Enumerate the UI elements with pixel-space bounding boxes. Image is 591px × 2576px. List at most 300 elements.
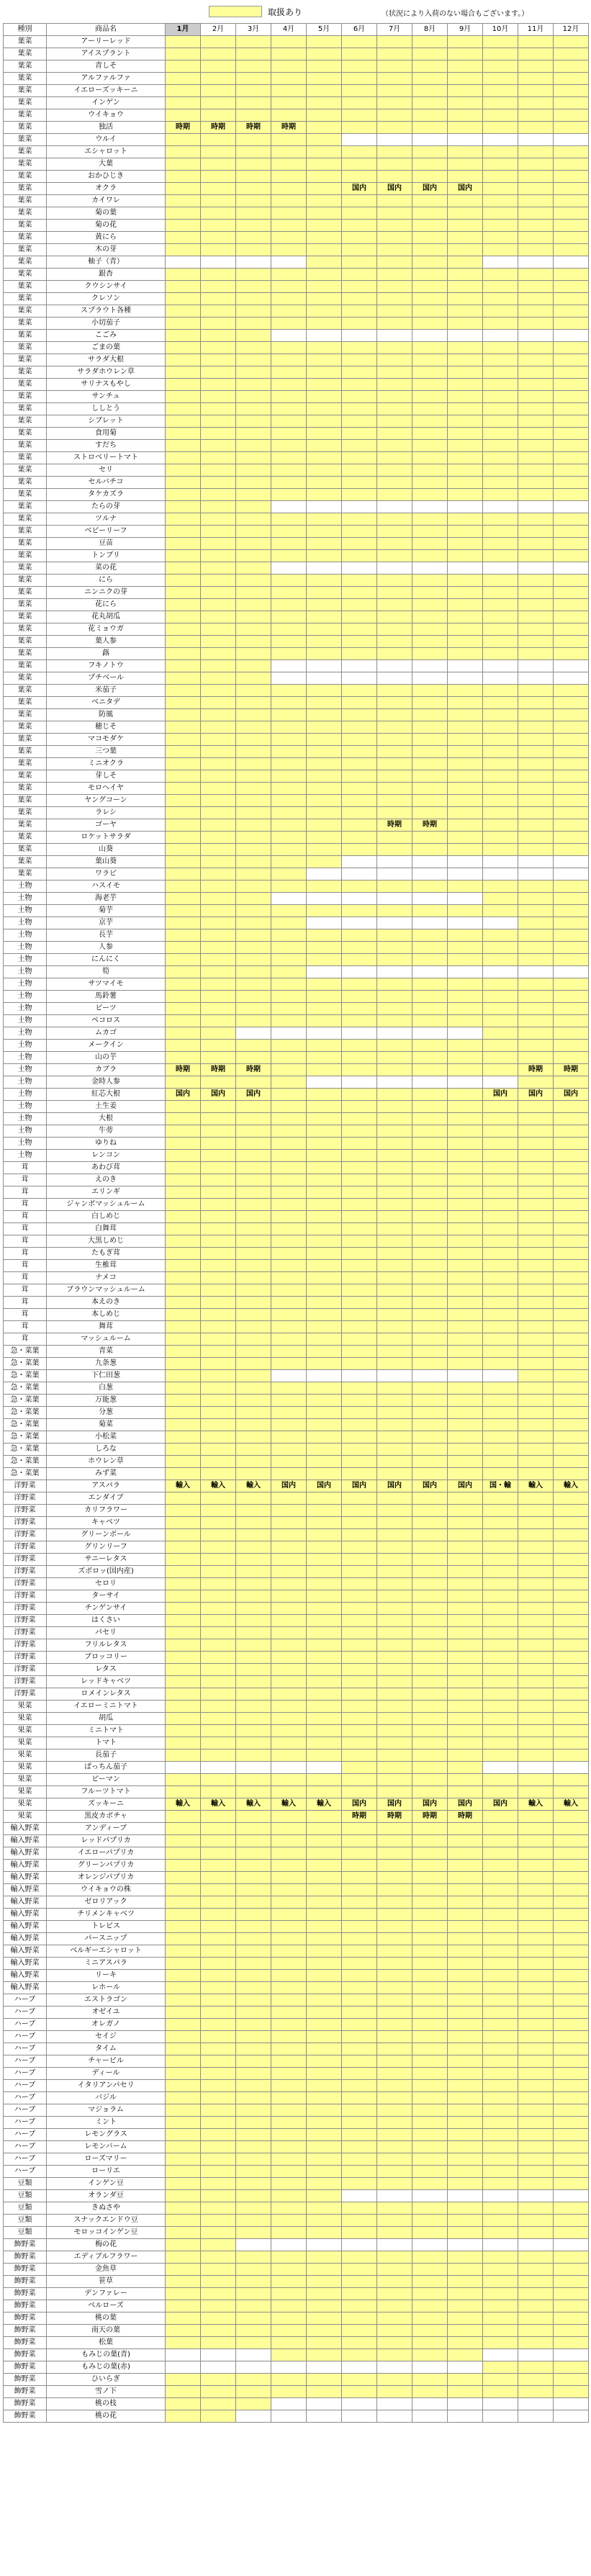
month-cell: [236, 599, 271, 611]
row-product-name: 菊の花: [47, 220, 166, 232]
month-cell: [271, 1186, 307, 1199]
month-cell: [554, 2031, 589, 2043]
month-cell: [483, 293, 518, 305]
row-category: 輸入野菜: [4, 1847, 47, 1860]
month-cell: [554, 1284, 589, 1297]
month-cell: [307, 2117, 342, 2129]
month-cell: [518, 1468, 554, 1480]
month-cell: [236, 1627, 271, 1639]
table-row: [4, 1884, 589, 1896]
month-cell: [483, 1749, 518, 1762]
month-cell: [166, 2349, 201, 2361]
month-cell: [412, 2227, 448, 2239]
month-cell: [377, 2374, 412, 2386]
row-category: 葉菜: [4, 220, 47, 232]
month-cell: [554, 1358, 589, 1370]
month-cell: [201, 2349, 236, 2361]
table-row: [4, 2312, 589, 2325]
month-cell: [307, 97, 342, 109]
row-product-name: 木の芽: [47, 244, 166, 256]
table-row: [4, 2361, 589, 2374]
row-category: 土物: [4, 905, 47, 917]
row-product-name: 土生姜: [47, 1101, 166, 1113]
month-cell: [518, 158, 554, 171]
row-category: 急・菜葉: [4, 1346, 47, 1358]
month-cell: [377, 1284, 412, 1297]
month-cell: [342, 232, 377, 244]
row-category: 飾野菜: [4, 2288, 47, 2300]
month-cell: [377, 1052, 412, 1064]
month-cell: [518, 1382, 554, 1395]
month-cell: [166, 171, 201, 183]
month-cell: [271, 428, 307, 440]
row-product-name: きぬさや: [47, 2202, 166, 2215]
month-cell: [307, 881, 342, 893]
month-cell: [483, 587, 518, 599]
month-cell: [554, 342, 589, 354]
month-cell: [166, 1652, 201, 1664]
month-cell: [236, 1113, 271, 1125]
month-cell: [201, 746, 236, 758]
month-cell: [448, 1186, 483, 1199]
table-row: [4, 1541, 589, 1554]
month-cell: [307, 2349, 342, 2361]
month-cell: [448, 244, 483, 256]
month-cell: [412, 1382, 448, 1395]
month-cell: [377, 1639, 412, 1652]
month-cell: [201, 1909, 236, 1921]
row-category: 葉菜: [4, 305, 47, 318]
month-cell: [448, 1260, 483, 1272]
month-cell: [307, 2153, 342, 2166]
row-category: 葉菜: [4, 97, 47, 109]
month-cell: [236, 2104, 271, 2117]
month-cell: [307, 391, 342, 403]
month-cell: [342, 489, 377, 501]
month-cell: [412, 893, 448, 905]
month-cell: [448, 1884, 483, 1896]
month-cell: [518, 2227, 554, 2239]
month-cell: [377, 1847, 412, 1860]
month-cell: [307, 1260, 342, 1272]
month-cell: [448, 746, 483, 758]
table-row: [4, 1970, 589, 1982]
row-product-name: ひいらぎ: [47, 2374, 166, 2386]
month-cell: [271, 1590, 307, 1603]
month-cell: [448, 1419, 483, 1431]
month-cell: [448, 2386, 483, 2398]
month-cell: [518, 2312, 554, 2325]
row-product-name: たもぎ茸: [47, 1248, 166, 1260]
row-product-name: 白舞茸: [47, 1223, 166, 1235]
table-row: [4, 1113, 589, 1125]
table-row: [4, 893, 589, 905]
month-cell: [342, 881, 377, 893]
month-cell: [307, 1431, 342, 1444]
month-cell: [307, 1627, 342, 1639]
month-cell: [554, 795, 589, 807]
row-product-name: フキノトウ: [47, 660, 166, 672]
month-cell: [377, 697, 412, 709]
table-row: [4, 2276, 589, 2288]
month-cell: [483, 1150, 518, 1162]
month-cell: [342, 452, 377, 464]
month-cell: [201, 220, 236, 232]
month-cell: [554, 611, 589, 623]
table-row: [4, 1578, 589, 1590]
month-cell: [448, 97, 483, 109]
month-cell: [307, 1248, 342, 1260]
month-cell: [166, 1578, 201, 1590]
month-cell: [342, 1248, 377, 1260]
month-cell: [271, 929, 307, 942]
row-product-name: マジョラム: [47, 2104, 166, 2117]
month-cell: [377, 819, 412, 832]
month-cell: [236, 1688, 271, 1701]
month-cell: [342, 929, 377, 942]
month-cell: [518, 2410, 554, 2423]
row-product-name: サリナスもやし: [47, 379, 166, 391]
month-cell: [307, 1639, 342, 1652]
row-product-name: エストラゴン: [47, 1994, 166, 2007]
month-cell: [448, 428, 483, 440]
row-product-name: 本えのき: [47, 1297, 166, 1309]
month-cell: [201, 587, 236, 599]
month-cell: [342, 660, 377, 672]
row-product-name: アルファルファ: [47, 73, 166, 85]
table-row: [4, 1260, 589, 1272]
row-product-name: 柚子（青）: [47, 256, 166, 269]
month-cell: [377, 1529, 412, 1541]
month-cell: [166, 893, 201, 905]
month-cell: [166, 721, 201, 734]
month-cell: [554, 489, 589, 501]
row-product-name: 小松菜: [47, 1431, 166, 1444]
row-category: 輸入野菜: [4, 1823, 47, 1835]
table-row: [4, 721, 589, 734]
month-cell: [166, 1150, 201, 1162]
row-product-name: 菜の花: [47, 562, 166, 575]
month-cell: [271, 1162, 307, 1174]
month-cell: [201, 2068, 236, 2080]
month-cell: [236, 2055, 271, 2068]
month-cell: [271, 1199, 307, 1211]
month-cell: [377, 1395, 412, 1407]
month-cell: [307, 1076, 342, 1089]
month-cell: [342, 807, 377, 819]
month-cell: [412, 1517, 448, 1529]
month-cell: [483, 1774, 518, 1786]
month-cell: [342, 171, 377, 183]
month-cell: [412, 195, 448, 207]
month-cell: [377, 2190, 412, 2202]
table-row: [4, 1248, 589, 1260]
month-cell: [271, 1688, 307, 1701]
month-cell: [236, 1284, 271, 1297]
table-row: [4, 2190, 589, 2202]
month-cell: [448, 232, 483, 244]
month-cell: [554, 2129, 589, 2141]
table-row: [4, 1688, 589, 1701]
month-cell: [236, 220, 271, 232]
month-cell: [377, 1909, 412, 1921]
month-cell: [518, 1321, 554, 1333]
month-cell: [412, 2398, 448, 2410]
month-cell: [166, 1896, 201, 1909]
row-category: 葉菜: [4, 538, 47, 550]
month-cell: [236, 2153, 271, 2166]
month-cell: [483, 1101, 518, 1113]
month-cell: [271, 220, 307, 232]
row-product-name: ベビーリーフ: [47, 526, 166, 538]
month-cell: [448, 966, 483, 978]
month-cell: [448, 1603, 483, 1615]
month-cell: [554, 1909, 589, 1921]
month-cell: [271, 1113, 307, 1125]
month-cell: [307, 1027, 342, 1040]
month-cell: [412, 2239, 448, 2251]
row-category: ハーブ: [4, 2019, 47, 2031]
month-cell: [518, 2374, 554, 2386]
month-cell: [412, 1541, 448, 1554]
month-cell: [412, 1125, 448, 1138]
row-category: 茸: [4, 1297, 47, 1309]
month-cell: [448, 1138, 483, 1150]
month-cell: [201, 734, 236, 746]
month-cell: [412, 244, 448, 256]
row-product-name: バジル: [47, 2092, 166, 2104]
row-product-name: こごみ: [47, 330, 166, 342]
month-cell: [236, 1040, 271, 1052]
month-cell: [342, 2019, 377, 2031]
month-cell: [236, 1052, 271, 1064]
month-cell: [342, 1260, 377, 1272]
month-cell: [307, 1811, 342, 1823]
row-product-name: モロヘイヤ: [47, 783, 166, 795]
month-cell: [271, 1970, 307, 1982]
row-product-name: ホウレン草: [47, 1456, 166, 1468]
month-cell: [448, 1346, 483, 1358]
month-cell: [201, 2178, 236, 2190]
month-cell: [307, 1309, 342, 1321]
month-cell: [377, 207, 412, 220]
month-cell: [554, 1138, 589, 1150]
month-cell: [166, 623, 201, 636]
month-cell: [307, 2190, 342, 2202]
month-cell: [448, 991, 483, 1003]
month-cell: [377, 1162, 412, 1174]
month-cell: [448, 2410, 483, 2423]
month-cell: [271, 1223, 307, 1235]
month-cell: [377, 220, 412, 232]
month-cell: [307, 1419, 342, 1431]
month-cell: [236, 1101, 271, 1113]
month-cell: [166, 109, 201, 122]
month-cell: [201, 844, 236, 856]
month-cell: [271, 2055, 307, 2068]
month-cell: [342, 1456, 377, 1468]
row-product-name: ペコロス: [47, 1015, 166, 1027]
header-month: 12月: [554, 24, 589, 36]
month-cell: [236, 526, 271, 538]
row-product-name: 舞茸: [47, 1321, 166, 1333]
month-cell: [307, 2019, 342, 2031]
month-cell: [271, 1896, 307, 1909]
month-cell: [307, 1615, 342, 1627]
month-cell: [377, 1921, 412, 1933]
row-category: 葉菜: [4, 256, 47, 269]
month-cell: [554, 171, 589, 183]
month-cell: [554, 2264, 589, 2276]
month-cell: [483, 195, 518, 207]
month-cell: [342, 648, 377, 660]
month-cell: [271, 1652, 307, 1664]
month-cell: [307, 770, 342, 783]
month-cell: [412, 575, 448, 587]
month-cell: [483, 905, 518, 917]
month-cell: [483, 1358, 518, 1370]
month-cell: [236, 36, 271, 48]
month-cell: [201, 85, 236, 97]
month-cell: [483, 2337, 518, 2349]
row-category: 果菜: [4, 1749, 47, 1762]
month-cell: [554, 1015, 589, 1027]
month-cell: [412, 1480, 448, 1492]
month-cell: [448, 48, 483, 60]
table-row: [4, 1933, 589, 1945]
month-cell: [342, 1407, 377, 1419]
month-cell: [307, 807, 342, 819]
month-cell: [483, 844, 518, 856]
table-row: [4, 1786, 589, 1798]
month-cell: [271, 991, 307, 1003]
month-cell: [342, 2007, 377, 2019]
table-row: [4, 2337, 589, 2349]
row-category: 土物: [4, 966, 47, 978]
month-cell: [236, 1260, 271, 1272]
month-cell: [307, 2104, 342, 2117]
month-cell: [554, 709, 589, 721]
month-cell: [307, 489, 342, 501]
month-cell: [201, 256, 236, 269]
row-category: 葉菜: [4, 330, 47, 342]
month-cell: [518, 1627, 554, 1639]
row-product-name: イタリアンパセリ: [47, 2080, 166, 2092]
row-product-name: 穂じそ: [47, 721, 166, 734]
month-cell: [307, 60, 342, 73]
month-cell: [448, 1896, 483, 1909]
month-cell: [377, 2215, 412, 2227]
month-cell: [377, 269, 412, 281]
row-product-name: レタス: [47, 1664, 166, 1676]
row-product-name: ムカゴ: [47, 1027, 166, 1040]
month-cell: [166, 305, 201, 318]
table-row: [4, 954, 589, 966]
month-cell: [377, 330, 412, 342]
month-cell: [342, 1786, 377, 1798]
table-row: [4, 1162, 589, 1174]
month-cell: [377, 623, 412, 636]
month-cell: [483, 1138, 518, 1150]
month-cell: [271, 1248, 307, 1260]
month-cell: [271, 1370, 307, 1382]
month-cell: [342, 379, 377, 391]
month-cell: [271, 1774, 307, 1786]
month-cell: [166, 1945, 201, 1958]
month-cell: [271, 1297, 307, 1309]
month-cell: [236, 195, 271, 207]
month-cell: [236, 1223, 271, 1235]
month-cell: [377, 721, 412, 734]
month-cell: [271, 146, 307, 158]
row-category: 輸入野菜: [4, 1909, 47, 1921]
month-cell: [412, 2361, 448, 2374]
month-cell: [518, 2092, 554, 2104]
row-product-name: 桃の葉: [47, 2312, 166, 2325]
month-cell: [201, 1725, 236, 1737]
month-cell: [518, 697, 554, 709]
row-product-name: 本しめじ: [47, 1309, 166, 1321]
table-row: [4, 1982, 589, 1994]
month-cell: [377, 2068, 412, 2080]
table-row: [4, 807, 589, 819]
month-cell: [342, 1615, 377, 1627]
month-cell: [342, 1113, 377, 1125]
month-cell: [307, 758, 342, 770]
month-cell: [201, 1272, 236, 1284]
month-cell: [554, 954, 589, 966]
table-row: [4, 636, 589, 648]
row-category: ハーブ: [4, 2068, 47, 2080]
month-cell-note: 国内: [176, 1090, 190, 1098]
row-category: 洋野菜: [4, 1590, 47, 1603]
month-cell: [236, 881, 271, 893]
month-cell: [166, 2104, 201, 2117]
month-cell: [201, 2288, 236, 2300]
month-cell-note: 国内: [458, 1800, 472, 1808]
month-cell: [271, 354, 307, 366]
month-cell: [166, 183, 201, 195]
month-cell: [518, 36, 554, 48]
month-cell: [412, 1615, 448, 1627]
month-cell: [307, 917, 342, 929]
month-cell: [307, 1235, 342, 1248]
month-cell: [166, 709, 201, 721]
month-cell: [166, 2227, 201, 2239]
month-cell: [518, 269, 554, 281]
row-category: 土物: [4, 978, 47, 991]
month-cell: [483, 697, 518, 709]
month-cell: [518, 1529, 554, 1541]
row-product-name: 花にら: [47, 599, 166, 611]
month-cell: [554, 305, 589, 318]
row-category: 飾野菜: [4, 2264, 47, 2276]
row-product-name: 葉人参: [47, 636, 166, 648]
month-cell: [166, 2276, 201, 2288]
month-cell: [271, 1664, 307, 1676]
month-cell: [448, 2215, 483, 2227]
month-cell: [271, 1480, 307, 1492]
month-cell: [236, 709, 271, 721]
month-cell: [342, 2312, 377, 2325]
month-cell: [166, 2019, 201, 2031]
table-row: [4, 623, 589, 636]
month-cell: [412, 758, 448, 770]
month-cell: [166, 1358, 201, 1370]
month-cell: [342, 2068, 377, 2080]
row-category: 葉菜: [4, 819, 47, 832]
month-cell: [448, 269, 483, 281]
